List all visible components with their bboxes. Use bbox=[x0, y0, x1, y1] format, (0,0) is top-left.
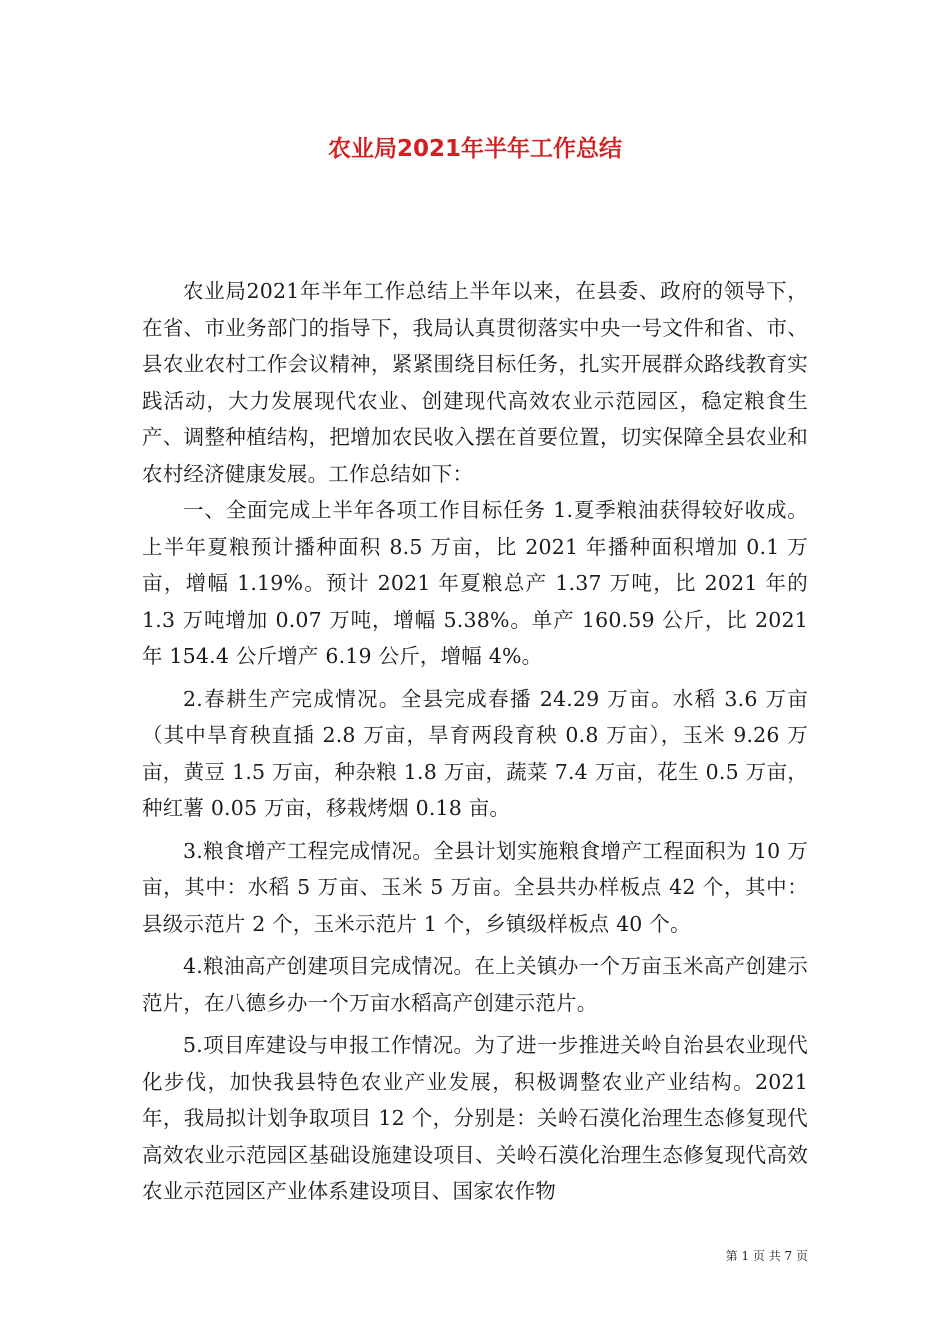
paragraph-item-3: 3.粮食增产工程完成情况。全县计划实施粮食增产工程面积为 10 万亩，其中：水稻 5 万亩、玉米 5 万亩。全县共办样板点 42 个，其中：县级示范片 2 个，玉米示范片 1 个，乡镇级样板点 40 个。 bbox=[142, 838, 808, 936]
document-body bbox=[142, 273, 808, 1210]
paragraph-item-2: 2.春耕生产完成情况。全县完成春播 24.29 万亩。水稻 3.6 万亩（其中旱育秧直插 2.8 万亩，旱育两段育秧 0.8 万亩），玉米 9.26 万亩，黄豆 1.5 万亩，种杂粮 1.8 万亩，蔬菜 7.4 万亩，花生 0.5 万亩，种红薯 0.05 万亩，移栽烤烟 0.18 亩。 bbox=[142, 686, 808, 820]
paragraph-item-5: 5.项目库建设与申报工作情况。为了进一步推进关岭自治县农业现代化步伐，加快我县特色农业产业发展，积极调整农业产业结构。2021 年，我局拟计划争取项目 12 个，分别是：关岭石漠化治理生态修复现代高效农业示范园区基础设施建设项目、关岭石漠化治理生态修复现代高效农业示范园区产业体系建设项目、国家农作物 bbox=[142, 1033, 808, 1203]
paragraph-intro: 农业局2021年半年工作总结上半年以来，在县委、政府的领导下，在省、市业务部门的指导下，我局认真贯彻落实中央一号文件和省、市、县农业农村工作会议精神，紧紧围绕目标任务，扎实开展群众路线教育实践活动，大力发展现代农业、创建现代高效农业示范园区，稳定粮食生产、调整种植结构，把增加农民收入摆在首要位置，切实保障全县农业和农村经济健康发展。工作总结如下： bbox=[142, 279, 808, 486]
document-title: 农业局2021年半年工作总结 bbox=[327, 136, 622, 162]
page-number: 第 1 页 共 7 页 bbox=[725, 1249, 808, 1263]
paragraph-item-4: 4.粮油高产创建项目完成情况。在上关镇办一个万亩玉米高产创建示范片，在八德乡办一个万亩水稻高产创建示范片。 bbox=[142, 954, 808, 1015]
paragraph-section-1: 一、全面完成上半年各项工作目标任务 1.夏季粮油获得较好收成。上半年夏粮预计播种面积 8.5 万亩，比 2021 年播种面积增加 0.1 万亩，增幅 1.19%。预计 2021 年夏粮总产 1.37 万吨，比 2021 年的 1.3 万吨增加 0.07 万吨，增幅 5.38%。单产 160.59 公斤，比 2021 年 154.4 公斤增产 6.19 公斤，增幅 4%。 bbox=[142, 498, 808, 668]
